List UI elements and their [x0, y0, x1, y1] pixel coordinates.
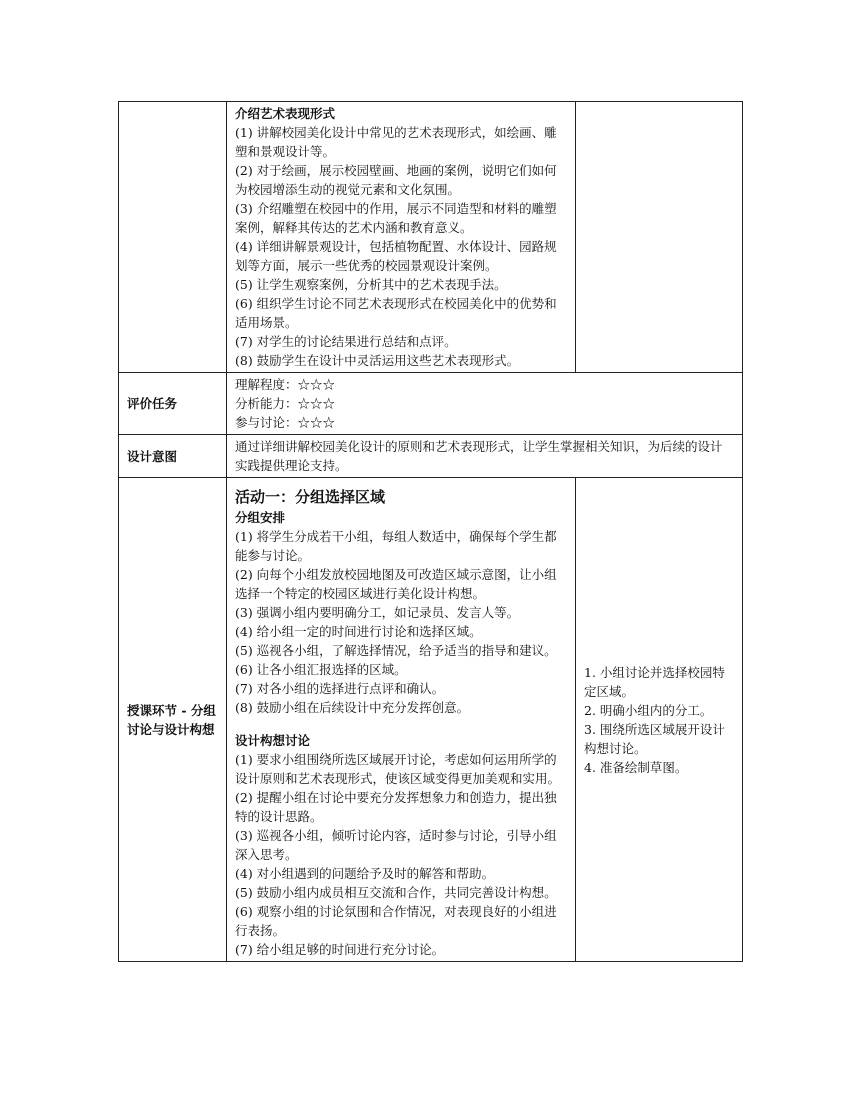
intro-item: (3) 介绍雕塑在校园中的作用，展示不同造型和材料的雕塑案例，解释其传达的艺术内涵和教育意义。	[235, 201, 557, 235]
discuss-heading: 设计构想讨论	[235, 733, 311, 748]
row-evaluation	[119, 373, 743, 435]
teaching-label: 授课环节 - 分组讨论与设计构想	[119, 478, 227, 962]
group-heading: 分组安排	[235, 510, 286, 525]
row-intro-art	[119, 102, 743, 373]
row-teaching	[119, 478, 743, 962]
intro-item: (4) 详细讲解景观设计，包括植物配置、水体设计、园路规划等方面，展示一些优秀的校园景观设计案例。	[235, 239, 557, 273]
cell-teaching-content	[227, 478, 576, 962]
intro-item: (8) 鼓励学生在设计中灵活运用这些艺术表现形式。	[235, 353, 520, 368]
cell-student-activities	[576, 478, 743, 962]
activity-title: 活动一：分组选择区域	[235, 488, 386, 506]
intro-item: (1) 讲解校园美化设计中常见的艺术表现形式，如绘画、雕塑和景观设计等。	[235, 125, 557, 159]
cell-empty-label	[119, 102, 227, 373]
group-item: (2) 向每个小组发放校园地图及可改造区域示意图，让小组选择一个特定的校园区域进行美化设计构想。	[235, 567, 557, 601]
discuss-item: (3) 巡视各小组，倾听讨论内容，适时参与讨论，引导小组深入思考。	[235, 828, 557, 862]
group-item: (3) 强调小组内要明确分工，如记录员、发言人等。	[235, 605, 520, 620]
discuss-item: (4) 对小组遇到的问题给予及时的解答和帮助。	[235, 866, 495, 881]
cell-evaluation	[227, 373, 743, 435]
evaluation-line: 理解程度：☆☆☆	[235, 377, 336, 392]
cell-empty-student	[576, 102, 743, 373]
lesson-plan-table	[118, 101, 743, 962]
group-item: (4) 给小组一定的时间进行讨论和选择区域。	[235, 624, 482, 639]
intro-item: (6) 组织学生讨论不同艺术表现形式在校园美化中的优势和适用场景。	[235, 296, 557, 330]
intro-item: (2) 对于绘画，展示校园壁画、地画的案例，说明它们如何为校园增添生动的视觉元素和文化氛围。	[235, 163, 557, 197]
group-item: (5) 巡视各小组，了解选择情况，给予适当的指导和建议。	[235, 643, 557, 658]
evaluation-line: 参与讨论：☆☆☆	[235, 415, 336, 430]
group-item: (8) 鼓励小组在后续设计中充分发挥创意。	[235, 700, 470, 715]
intro-heading: 介绍艺术表现形式	[235, 106, 336, 121]
group-item: (7) 对各小组的选择进行点评和确认。	[235, 681, 445, 696]
evaluation-label: 评价任务	[119, 373, 227, 435]
spacer	[235, 717, 567, 731]
intro-item: (7) 对学生的讨论结果进行总结和点评。	[235, 334, 457, 349]
cell-intro-content	[227, 102, 576, 373]
student-item: 4. 准备绘制草图。	[584, 759, 688, 775]
discuss-item: (5) 鼓励小组内成员相互交流和合作，共同完善设计构想。	[235, 885, 557, 900]
discuss-item: (6) 观察小组的讨论氛围和合作情况，对表现良好的小组进行表扬。	[235, 904, 557, 938]
evaluation-line: 分析能力：☆☆☆	[235, 396, 336, 411]
group-item: (6) 让各小组汇报选择的区域。	[235, 662, 407, 677]
group-item: (1) 将学生分成若干小组，每组人数适中，确保每个学生都能参与讨论。	[235, 529, 557, 563]
student-item: 3. 围绕所选区域展开设计构想讨论。	[584, 721, 725, 756]
student-item: 1. 小组讨论并选择校园特定区域。	[584, 664, 725, 699]
row-design-intent	[119, 435, 743, 478]
student-item: 2. 明确小组内的分工。	[584, 702, 713, 718]
design-intent-text: 通过详细讲解校园美化设计的原则和艺术表现形式，让学生掌握相关知识，为后续的设计实践提供理论支持。	[227, 435, 743, 478]
design-intent-label: 设计意图	[119, 435, 227, 478]
intro-item: (5) 让学生观察案例，分析其中的艺术表现手法。	[235, 277, 507, 292]
discuss-item: (7) 给小组足够的时间进行充分讨论。	[235, 942, 445, 957]
discuss-item: (1) 要求小组围绕所选区域展开讨论，考虑如何运用所学的设计原则和艺术表现形式，使该区域变得更加美观和实用。	[235, 752, 561, 786]
discuss-item: (2) 提醒小组在讨论中要充分发挥想象力和创造力，提出独特的设计思路。	[235, 790, 557, 824]
